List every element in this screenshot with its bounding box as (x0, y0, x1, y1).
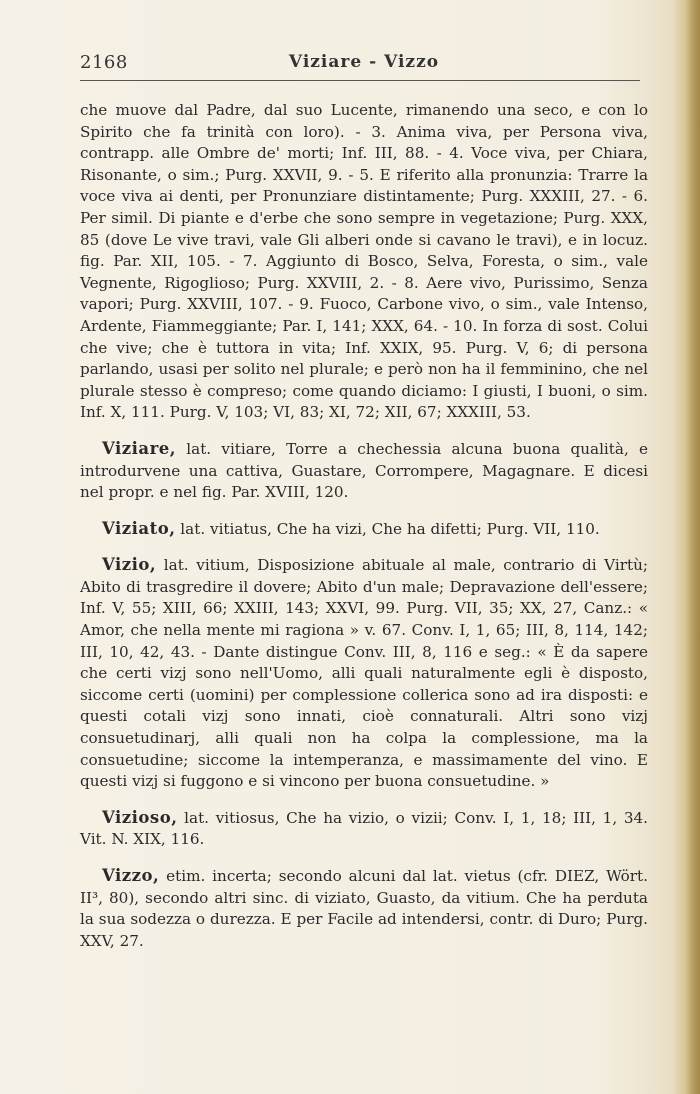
entry-viziato (80, 518, 648, 541)
entry-body: lat. vitiatus, Che ha vizi, Che ha difetti; Purg. VII, 110. (175, 519, 600, 538)
entry-body: etim. incerta; secondo alcuni dal lat. vietus (cfr. DIEZ, Wört. II³, 80), secondo altri sinc. di viziato, Guasto, da vitium. Che ha perduta la sua sodezza o durezza. E per Facile ad intendersi, contr. di Duro; Purg. XXV, 27. (80, 867, 648, 950)
entry-vizioso (80, 807, 648, 851)
page-number: 2168 (80, 52, 128, 73)
dictionary-text (80, 100, 648, 966)
entry-body: lat. vitiare, Torre a chechessia alcuna buona qualità, e introdurvene una cattiva, Guastare, Corrompere, Magagnare. E dicesi nel propr. e nel fig. Par. XVIII, 120. (80, 439, 648, 502)
headword: Vizzo, (102, 866, 160, 885)
continued-entry-text: che muove dal Padre, dal suo Lucente, rimanendo una seco, e con lo Spirito che fa trinità con loro). - 3. Anima viva, per Persona viva, contrapp. alle Ombre de' morti; Inf. III, 88. - 4. Voce viva, per Chiara, Risonante, o sim.; Purg. XXVII, 9. - 5. E riferito alla pronunzia: Trarre la voce viva ai denti, per Pronunziare distintamente; Purg. XXXIII, 27. - 6. Per simil. Di piante e d'erbe che sono sempre in vegetazione; Purg. XXX, 85 (dove Le vive travi, vale Gli alberi onde si cavano le travi), e in locuz. fig. Par. XII, 105. - 7. Aggiunto di Bosco, Selva, Foresta, o sim., vale Vegnente, Rigoglioso; Purg. XXVIII, 2. - 8. Aere vivo, Purissimo, Senza vapori; Purg. XXVIII, 107. - 9. Fuoco, Carbone vivo, o sim., vale Intenso, Ardente, Fiammeggiante; Par. I, 141; XXX, 64. - 10. In forza di sost. Colui che vive; che è tuttora in vita; Inf. XXIX, 95. Purg. V, 6; di persona parlando, usasi per solito nel plurale; e però non ha il femminino, che nel plurale stesso è compreso; come quando diciamo: I giusti, I buoni, o sim. Inf. X, 111. Purg. V, 103; VI, 83; XI, 72; XII, 67; XXXIII, 53. (80, 101, 648, 422)
headword: Viziare, (102, 438, 177, 458)
running-title: Viziare - Vizzo (288, 52, 440, 72)
headword: Viziato, (102, 518, 176, 538)
entry-viziare (80, 438, 648, 504)
entry-vizio (80, 554, 648, 793)
entry-body: lat. vitiosus, Che ha vizio, o vizii; Conv. I, 1, 18; III, 1, 34. Vit. N. XIX, 116. (80, 808, 648, 849)
entry-vizzo (80, 865, 648, 952)
page-edge (672, 0, 700, 1094)
entry-body: lat. vitium, Disposizione abituale al male, contrario di Virtù; Abito di trasgredire il dovere; Abito d'un male; Depravazione dell'essere; Inf. V, 55; XIII, 66; XXIII, 143; XXVI, 99. Purg. VII, 35; XX, 27, Canz.: « Amor, che nella mente mi ragiona » v. 67. Conv. I, 1, 65; III, 8, 114, 142; III, 10, 42, 43. - Dante distingue Conv. III, 8, 116 e seg.: « È da sapere che certi vizj sono nell'Uomo, alli quali naturalmente egli è disposto, siccome certi (uomini) per complessione collerica sono ad ira disposti: e questi cotali vizj sono innati, cioè connaturali. Altri sono vizj consuetudinarj, alli quali non ha colpa la complessione, ma la consuetudine; siccome la intemperanza, e massimamente del vino. E questi vizj si fuggono e si vincono per buona consuetudine. » (80, 556, 648, 791)
header-rule (80, 80, 640, 81)
headword: Vizioso, (102, 807, 178, 827)
headword: Vizio, (102, 555, 157, 575)
page-header (80, 52, 648, 76)
